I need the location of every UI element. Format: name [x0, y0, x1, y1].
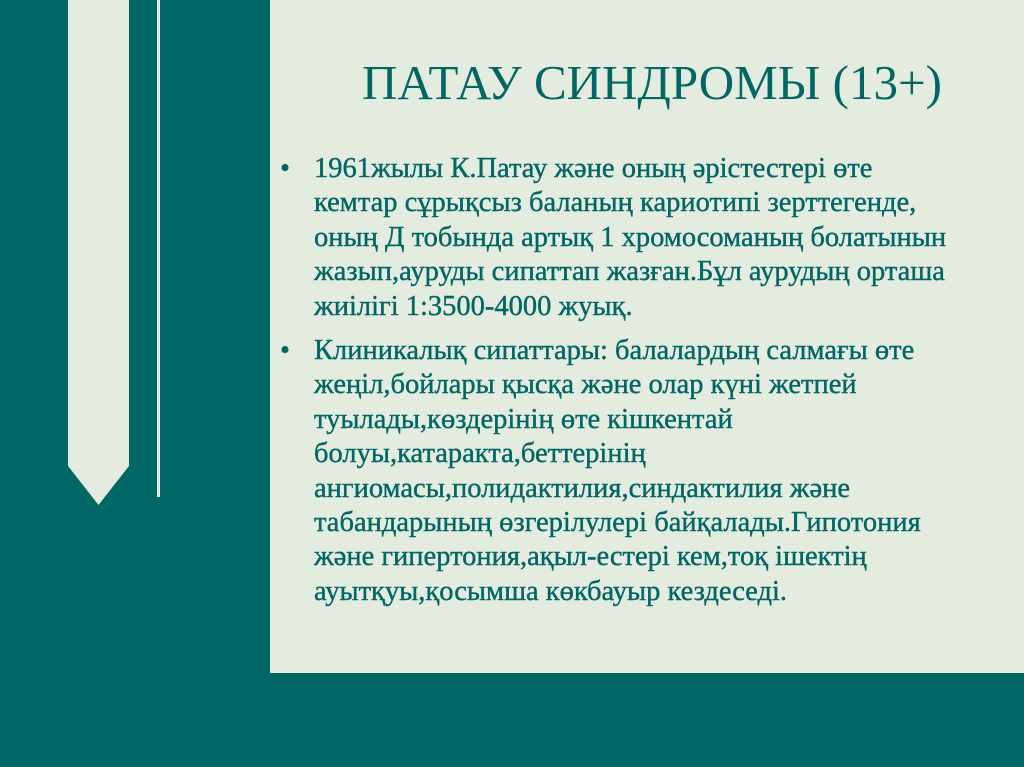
- bullet-line: кемтар сұрықсыз баланың кариотипі зерттегенде,: [314, 187, 917, 219]
- bullet-list: [280, 152, 1024, 619]
- bullet-line: жазып,ауруды сипаттап жазған.Бұл аурудың орташа: [314, 256, 945, 288]
- decorative-line: [157, 0, 160, 497]
- bullet-line: жиілігі 1:3500-4000 жуық.: [314, 290, 633, 322]
- bullet-item: [280, 334, 1024, 609]
- bullet-line: табандарының өзгерілулері байқалады.Гипотония: [314, 507, 921, 539]
- bullet-line: ангиомасы,полидактилия,синдактилия және: [314, 472, 851, 504]
- bullet-line: ауытқуы,қосымша көкбауыр кездеседі.: [314, 575, 788, 607]
- bullet-line: және гипертония,ақыл-естері кем,тоқ ішектің: [314, 541, 867, 573]
- bullet-line: 1961жылы К.Патау және оның әрістестері өте: [314, 153, 873, 184]
- bullet-line: болуы,катаракта,беттерінің: [314, 438, 646, 470]
- bullet-icon: •: [280, 153, 290, 184]
- bullet-icon: •: [280, 335, 290, 367]
- decorative-ribbon: [68, 0, 129, 505]
- bullet-line: туылады,көздерінің өте кішкентай: [314, 403, 733, 435]
- bullet-line: оның Д тобында артық 1 хромосоманың болатынын: [314, 221, 947, 253]
- bullet-item: [280, 152, 1024, 324]
- slide-title: ПАТАУ СИНДРОМЫ (13+): [362, 55, 942, 110]
- content-panel: [270, 0, 1024, 673]
- bullet-line: Клиникалық сипаттары: балалардың салмағы өте: [314, 335, 915, 367]
- bullet-line: жеңіл,бойлары қысқа және олар күні жетпей: [314, 369, 857, 401]
